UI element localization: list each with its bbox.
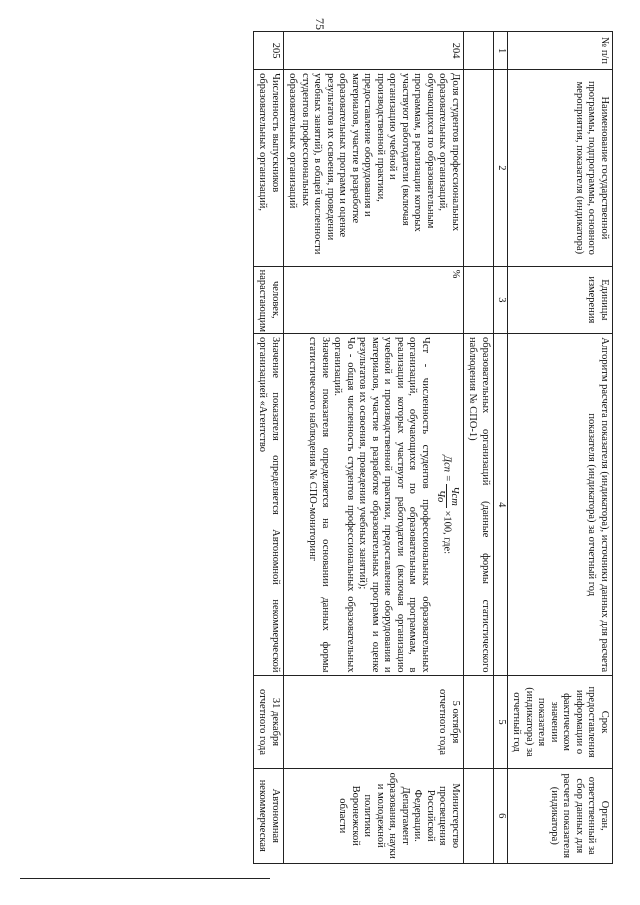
header-row [508,32,613,864]
continuation-cell [464,676,494,768]
column-number: 3 [494,266,508,333]
unit: человек, нарастающим [254,266,284,333]
continuation-cell [464,768,494,863]
column-number: 4 [494,334,508,676]
data-source: Значение показателя определяется на основании данных формы статистического наблюдения № СПО-мониторинг [307,337,331,673]
continuation-row [464,32,494,864]
definition-symbol: Чо [345,337,356,350]
header-col2: Наименование государственной программы, подпрограммы, основного мероприятия, показателя (индикатора) [508,70,613,266]
column-number: 5 [494,676,508,768]
indicator-name: Доля студентов профессиональных образовательных организаций, обучающихся по образовательным программам, в реализации которых участвуют работодатели (включая организацию учебной и производственной практики, предоставление оборудования и материалов, участие в разработке образовательных программ и оценке результатов их освоения, проведении учебных занятий), в общей численности студентов профессиональных образовательных организаций [284,70,464,266]
continuation-text: образовательных организаций (данные формы статистического наблюдения № СПО-1) [464,334,494,676]
formula [434,337,460,672]
footnote-rule [20,878,270,879]
rotated-table-container [73,31,613,864]
row-number: 205 [254,32,284,70]
header-col5: Срок предоставления информации о фактическом значении показателя (индикатора) за отчетный год [508,676,613,768]
continuation-cell [464,70,494,266]
table-row-204 [284,32,464,864]
row-number: 204 [284,32,464,70]
definition-text: - общая численность студентов профессиональных образовательных организаций. [332,337,356,673]
algorithm-cell: Значение показателя определяется Автономной некоммерческой организацией «Агентство [254,334,284,676]
responsible-authority: Министерство просвещения Российской Федерации. Департамент образования, науки и молодежной политики Воронежской области [284,768,464,863]
column-number-row [494,32,508,864]
continuation-cell [464,266,494,333]
definition-symbol: Чст [420,337,431,354]
indicator-name: Численность выпускников образовательных организаций, [254,70,284,266]
definition-2 [331,337,356,672]
table-row-205 [254,32,284,864]
definition-text: - численность студентов профессиональных образовательных организаций, обучающихся по образовательным программам, в реализации которых участвуют работодатели (включая организацию учебной и производственной практики, предоставление оборудования и материалов, участие в разработке образовательных программ и оценке результатов их освоения, проведении учебных занятий); [357,337,431,673]
column-number: 6 [494,768,508,863]
column-number: 2 [494,70,508,266]
formula-tail: ×100, где: [441,510,453,555]
algorithm-cell [284,334,464,676]
formula-lhs: Дсп = [441,455,453,482]
header-col1: № п/п [508,32,613,70]
formula-fraction [434,484,460,507]
header-col4: Алгоритм расчета показателя (индикатора), источники данных для расчета показателя (индикатора) за отчетный год [508,334,613,676]
header-col6: Орган, ответственный за сбор данных для расчета показателя (индикатора) [508,768,613,863]
responsible-authority: Автономная некоммерческая [254,768,284,863]
indicator-table [253,31,613,864]
definition-1 [356,337,431,672]
header-col3: Единицы измерения [508,266,613,333]
page-number: 75 [313,18,327,30]
deadline: 31 декабря отчетного года [254,676,284,768]
deadline: 5 октября отчетного года [284,676,464,768]
column-number: 1 [494,32,508,70]
continuation-cell [464,32,494,70]
unit: % [284,266,464,333]
formula-numerator: Чст [447,484,461,507]
formula-denominator: Чо [435,489,447,503]
